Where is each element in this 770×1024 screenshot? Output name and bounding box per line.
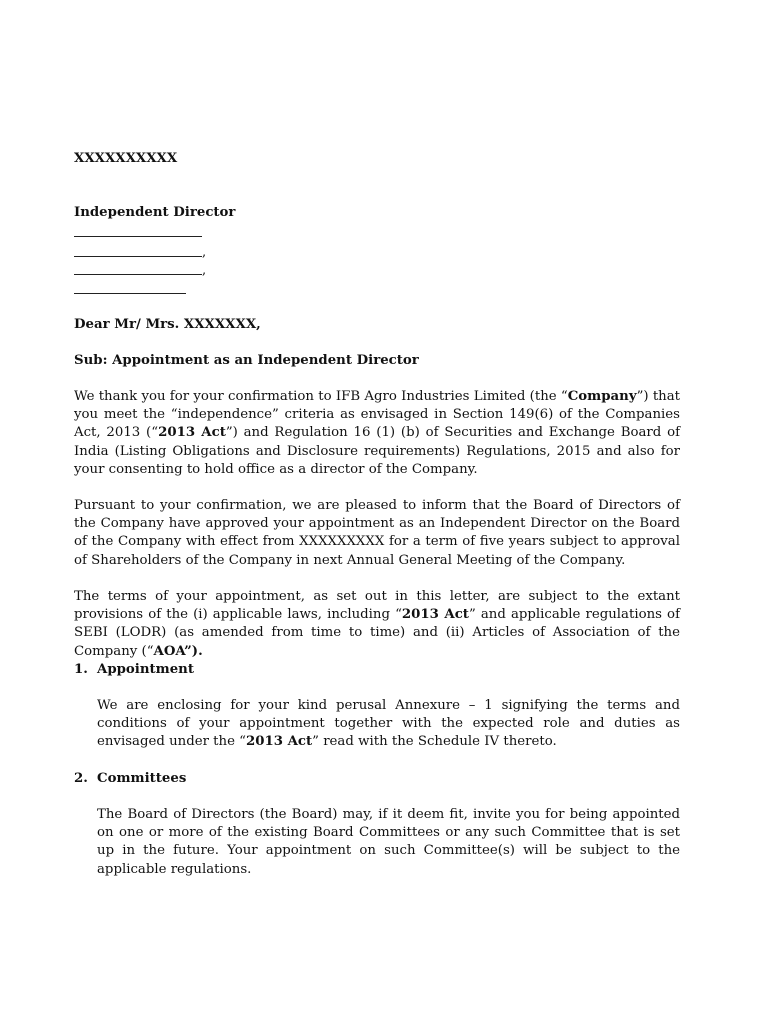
section-number: 1. bbox=[74, 662, 88, 677]
addressee-designation: Independent Director bbox=[74, 205, 236, 220]
subject-line: Sub: Appointment as an Independent Director bbox=[74, 353, 419, 368]
paragraph-terms bbox=[74, 588, 680, 661]
section-number: 2. bbox=[74, 771, 88, 786]
address-blank-comma-1: , bbox=[202, 245, 207, 260]
salutation: Dear Mr/ Mrs. XXXXXXX, bbox=[74, 317, 261, 332]
aoa-term: AOA”). bbox=[153, 643, 203, 659]
address-blank-line-2 bbox=[74, 256, 202, 257]
act-term: 2013 Act bbox=[245, 734, 313, 750]
appointment-text-1: We are enclosing for your kind perusal Annexure – 1 signifying the terms and conditions of your appointment together with the expected role and duties as envisaged under the “ bbox=[97, 698, 680, 750]
address-blank-line-3 bbox=[74, 274, 202, 275]
address-blank-line-1 bbox=[74, 236, 202, 237]
paragraph-appointment-approval: Pursuant to your confirmation, we are pleased to inform that the Board of Directors of the Company have approved your appointment as an Independent Director on the Board of the Company with effect from XXXXXXXXX for a term of five years subject to approval of Shareholders of the Company in next Annual General Meeting of the Company. bbox=[74, 498, 680, 568]
section-body-committees: The Board of Directors (the Board) may, if it deem fit, invite you for being appointed on one or more of the existing Board Committees or any such Committee that is set up in the future. Your appointment on such Committee(s) will be subject to the applicable regulations. bbox=[97, 807, 680, 877]
para1-text-1: We thank you for your confirmation to IFB Agro Industries Limited (the “ bbox=[74, 389, 568, 404]
para1-text-3: ”) and Regulation 16 (1) (b) of Securities and Exchange Board of India (Listing Obligations and Disclosure requirements) Regulations, 2015 and also for your consenting to hold office as a director of the Company. bbox=[74, 425, 680, 477]
company-term: Company bbox=[567, 389, 637, 404]
address-blank-comma-2: , bbox=[202, 263, 207, 278]
section-heading-committees: Committees bbox=[97, 771, 187, 786]
para1-text-2: ”) that you meet the “independence” criteria as envisaged in Section 149(6) of the Companies Act, 2013 (“ bbox=[74, 389, 680, 441]
act-term: 2013 Act bbox=[158, 425, 226, 441]
section-heading-appointment: Appointment bbox=[97, 662, 194, 677]
act-term: 2013 Act bbox=[401, 607, 469, 623]
appointment-text-2: ” read with the Schedule IV thereto. bbox=[312, 734, 557, 750]
paragraph-confirmation bbox=[74, 388, 680, 479]
address-blank-line-4 bbox=[74, 293, 186, 294]
para3-text-1: The terms of your appointment, as set out in this letter, are subject to the extant provisions of the (i) applicable laws, including “ bbox=[74, 589, 680, 623]
addressee-name: XXXXXXXXXX bbox=[74, 151, 178, 166]
section-body-appointment bbox=[97, 697, 680, 752]
para3-text-2: ” and applicable regulations of SEBI (LODR) (as amended from time to time) and (ii) Articles of Association of the Company (“ bbox=[74, 607, 680, 659]
